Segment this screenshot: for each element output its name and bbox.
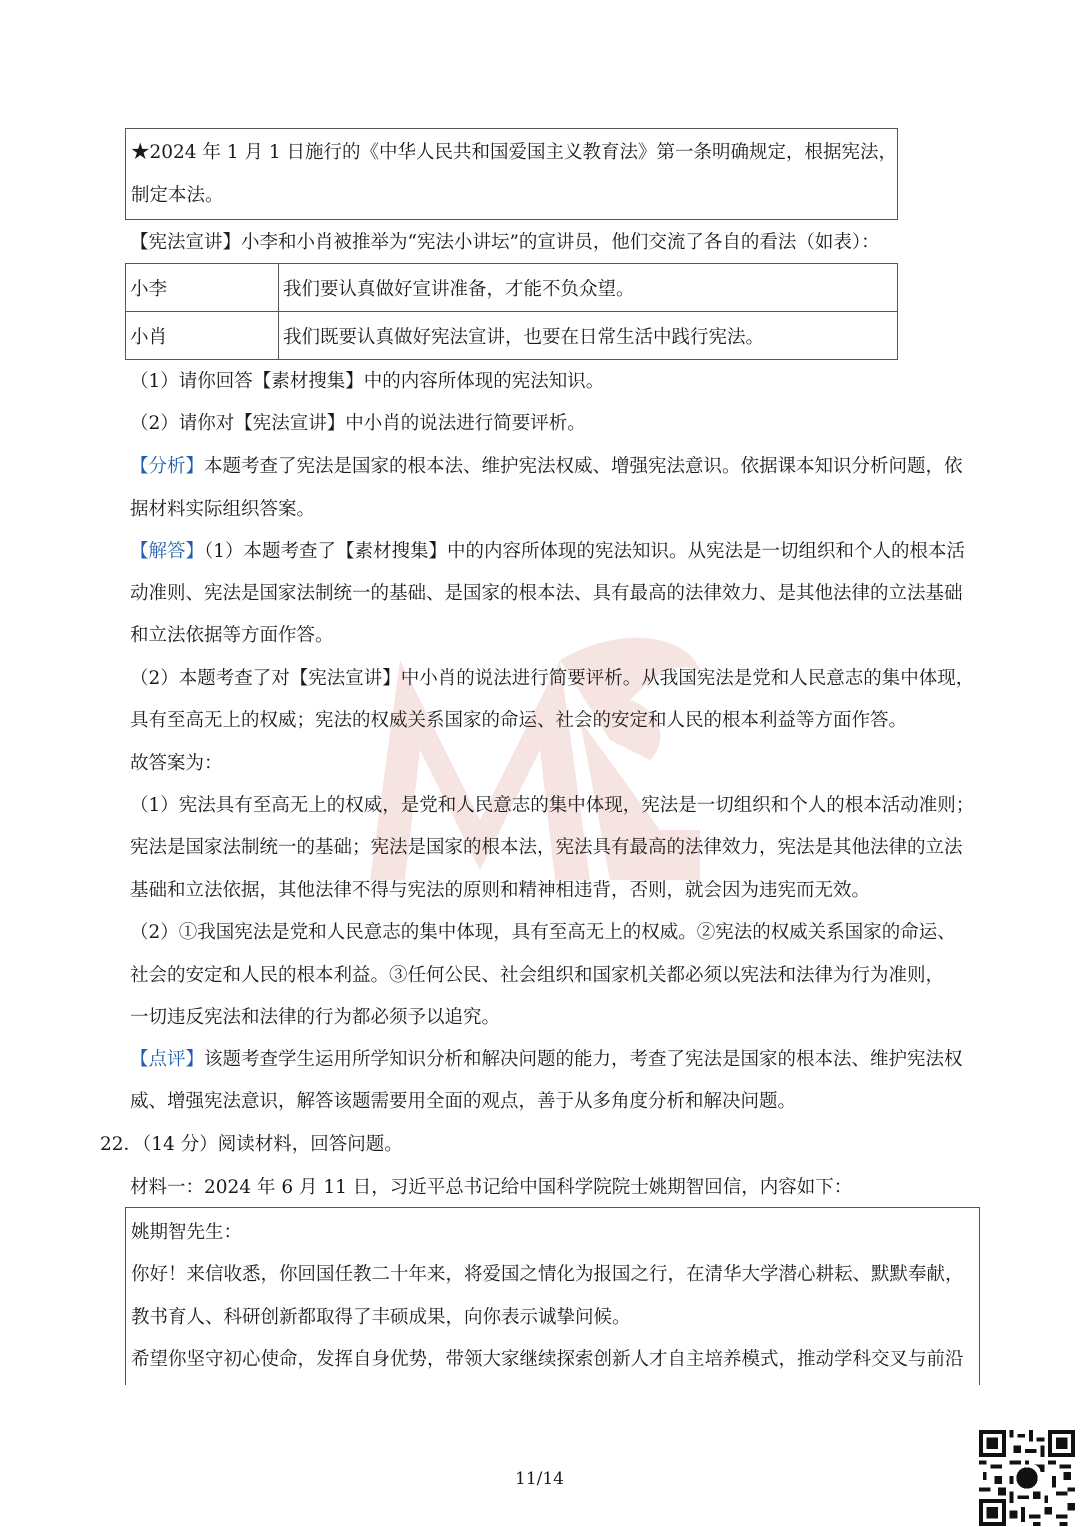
letter-line-3: 教书育人、科研创新都取得了丰硕成果，向你表示诚挚问候。 [131,1307,631,1328]
answer-tag: 【解答】 [130,541,205,562]
comment-tag: 【点评】 [130,1049,205,1070]
answer-line-7: （1）宪法具有至高无上的权威，是党和人民意志的集中体现，宪法是一切组织和个人的根本活动准则； [130,795,975,816]
answer-line-5: 具有至高无上的权威；宪法的权威关系国家的命运、社会的安定和人民的根本利益等方面作答。 [130,710,908,731]
answer-line-4: （2）本题考查了对【宪法宣讲】中小肖的说法进行简要评析。从我国宪法是党和人民意志的集中体现， [130,668,975,689]
answer-line-12: 一切违反宪法和法律的行为都必须予以追究。 [130,1007,501,1028]
answer-line-3: 和立法依据等方面作答。 [130,625,334,646]
table-name-cell: 小李 [126,264,279,312]
comment-line-1 [130,1047,963,1073]
table-row [126,312,898,360]
answer-text: （1）本题考查了【素材搜集】中的内容所体现的宪法知识。从宪法是一切组织和个人的根本活 [204,541,966,562]
letter-line-4: 希望你坚守初心使命，发挥自身优势，带领大家继续探索创新人才自主培养模式，推动学科交叉与前沿 [131,1349,964,1370]
answer-line-2: 动准则、宪法是国家法制统一的基础、是国家的根本法、具有最高的法律效力、是其他法律的立法基础 [130,583,963,604]
analysis-tag: 【分析】 [130,456,205,477]
answer-line-9: 基础和立法依据，其他法律不得与宪法的原则和精神相违背，否则，就会因为违宪而无效。 [130,880,871,901]
table-name-cell: 小肖 [126,312,279,360]
opinion-table [125,263,898,360]
answer-line-6: 故答案为： [130,753,223,774]
table-text-cell: 我们既要认真做好宪法宣讲，也要在日常生活中践行宪法。 [279,312,898,360]
analysis-text: 本题考查了宪法是国家的根本法、维护宪法权威、增强宪法意识。依据课本知识分析问题，依 [204,456,963,477]
analysis-line-2: 据材料实际组织答案。 [130,499,316,520]
material-1: 材料一：2024 年 6 月 11 日，习近平总书记给中国科学院院士姚期智回信，内容如下： [130,1177,853,1198]
answer-line-11: 社会的安定和人民的根本利益。③任何公民、社会组织和国家机关都必须以宪法和法律为行为准则， [130,965,945,986]
table-text-cell: 我们要认真做好宣讲准备，才能不负众望。 [279,264,898,312]
page-number: 11/14 [515,1469,564,1489]
analysis-line-1 [130,454,963,480]
comment-text: 该题考查学生运用所学知识分析和解决问题的能力，考查了宪法是国家的根本法、维护宪法权 [204,1049,963,1070]
answer-line-1 [130,539,965,565]
quote-line-1: ★2024 年 1 月 1 日施行的《中华人民共和国爱国主义教育法》第一条明确规定，根据宪法， [131,142,898,163]
intro-text: 【宪法宣讲】小李和小肖被推举为“宪法小讲坛”的宣讲员，他们交流了各自的看法（如表）： [130,232,880,253]
letter-line-1: 姚期智先生： [131,1222,243,1243]
question-22-title: 22．（14 分）阅读材料，回答问题。 [100,1134,403,1155]
answer-line-8: 宪法是国家法制统一的基础；宪法是国家的根本法，宪法具有最高的法律效力，宪法是其他法律的立法 [130,837,963,858]
qr-code-icon [978,1430,1076,1526]
question-2: （2）请你对【宪法宣讲】中小肖的说法进行简要评析。 [130,413,586,434]
quote-line-2: 制定本法。 [131,185,224,206]
table-row [126,264,898,312]
letter-line-2: 你好！来信收悉，你回国任教二十年来，将爱国之情化为报国之行，在清华大学潜心耕耘、默默奉献， [131,1264,964,1285]
comment-line-2: 威、增强宪法意识，解答该题需要用全面的观点，善于从多角度分析和解决问题。 [130,1091,797,1112]
answer-line-10: （2）①我国宪法是党和人民意志的集中体现，具有至高无上的权威。②宪法的权威关系国家的命运、 [130,922,956,943]
question-1: （1）请你回答【素材搜集】中的内容所体现的宪法知识。 [130,371,605,392]
